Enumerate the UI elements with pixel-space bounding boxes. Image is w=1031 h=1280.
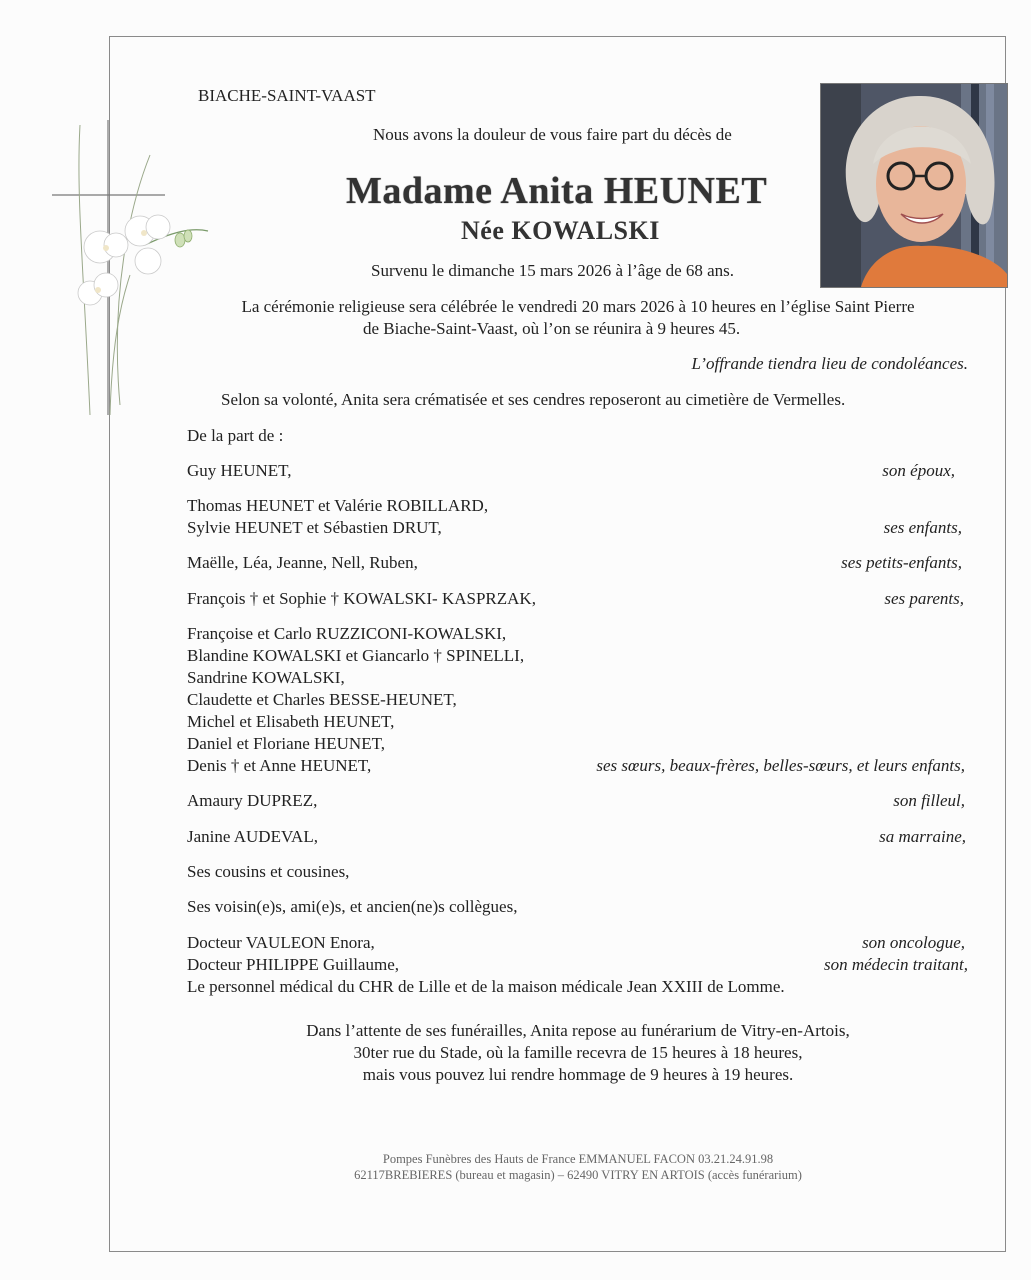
maiden-name: Née KOWALSKI	[461, 216, 660, 245]
funeral-home-line: mais vous pouvez lui rendre hommage de 9 heures à 19 heures.	[362, 1065, 794, 1084]
family-relation: ses petits-enfants,	[841, 553, 962, 572]
funeral-home-line: Dans l’attente de ses funérailles, Anita repose au funérarium de Vitry-en-Artois,	[306, 1021, 850, 1040]
family-name: Ses voisin(e)s, ami(e)s, et ancien(ne)s collègues,	[187, 897, 518, 916]
funeral-home-line: 30ter rue du Stade, où la famille recevra de 15 heures à 18 heures,	[353, 1043, 803, 1062]
family-relation: son filleul,	[893, 791, 965, 810]
family-name: Guy HEUNET,	[187, 461, 292, 480]
location: BIACHE-SAINT-VAAST	[198, 86, 376, 105]
doctor-name: Docteur PHILIPPE Guillaume,	[187, 955, 399, 974]
family-name: Blandine KOWALSKI et Giancarlo † SPINELLI,	[187, 646, 525, 665]
family-name: Janine AUDEVAL,	[187, 827, 318, 846]
family-name: François † et Sophie † KOWALSKI- KASPRZAK,	[187, 589, 536, 608]
offering-note: L’offrande tiendra lieu de condoléances.	[691, 354, 968, 373]
ceremony-line-1: La cérémonie religieuse sera célébrée le vendredi 20 mars 2026 à 10 heures en l’église Saint Pierre	[241, 297, 915, 316]
family-name: Ses cousins et cousines,	[187, 862, 350, 881]
family-name: Thomas HEUNET et Valérie ROBILLARD,	[187, 496, 489, 515]
family-name: Claudette et Charles BESSE-HEUNET,	[187, 690, 457, 709]
family-relation: son époux,	[882, 461, 955, 480]
family-name: Daniel et Floriane HEUNET,	[187, 734, 385, 753]
ceremony-line-2: de Biache-Saint-Vaast, où l’on se réunira à 9 heures 45.	[363, 319, 741, 338]
family-relation: sa marraine,	[879, 827, 966, 846]
family-relation: ses sœurs, beaux-frères, belles-sœurs, et leurs enfants,	[596, 756, 965, 775]
family-relation: ses enfants,	[883, 518, 962, 537]
family-name: Michel et Elisabeth HEUNET,	[187, 712, 395, 731]
cross-orchid-icon	[50, 115, 220, 420]
portrait-photo	[820, 83, 1008, 288]
doctor-relation: son médecin traitant,	[823, 955, 968, 974]
cremation-wish: Selon sa volonté, Anita sera crématisée et ses cendres reposeront au cimetière de Vermelles.	[221, 390, 846, 409]
family-name: Denis † et Anne HEUNET,	[187, 756, 372, 775]
deceased-name: Madame Anita HEUNET	[346, 170, 768, 212]
family-name: Sylvie HEUNET et Sébastien DRUT,	[187, 518, 442, 537]
death-date: Survenu le dimanche 15 mars 2026 à l’âge de 68 ans.	[371, 261, 735, 280]
intro-text: Nous avons la douleur de vous faire part du décès de	[373, 125, 732, 144]
family-relation: ses parents,	[884, 589, 964, 608]
family-name: Maëlle, Léa, Jeanne, Nell, Ruben,	[187, 553, 418, 572]
family-name: Sandrine KOWALSKI,	[187, 668, 345, 687]
medical-staff: Le personnel médical du CHR de Lille et de la maison médicale Jean XXIII de Lomme.	[187, 977, 785, 996]
from-label: De la part de :	[187, 426, 284, 445]
doctor-name: Docteur VAULEON Enora,	[187, 933, 375, 952]
footer-line-2: 62117BREBIERES (bureau et magasin) – 62490 VITRY EN ARTOIS (accès funérarium)	[354, 1168, 802, 1182]
footer-line-1: Pompes Funèbres des Hauts de France EMMANUEL FACON 03.21.24.91.98	[382, 1152, 774, 1166]
family-name: Françoise et Carlo RUZZICONI-KOWALSKI,	[187, 624, 507, 643]
doctor-relation: son oncologue,	[862, 933, 965, 952]
family-name: Amaury DUPREZ,	[187, 791, 318, 810]
